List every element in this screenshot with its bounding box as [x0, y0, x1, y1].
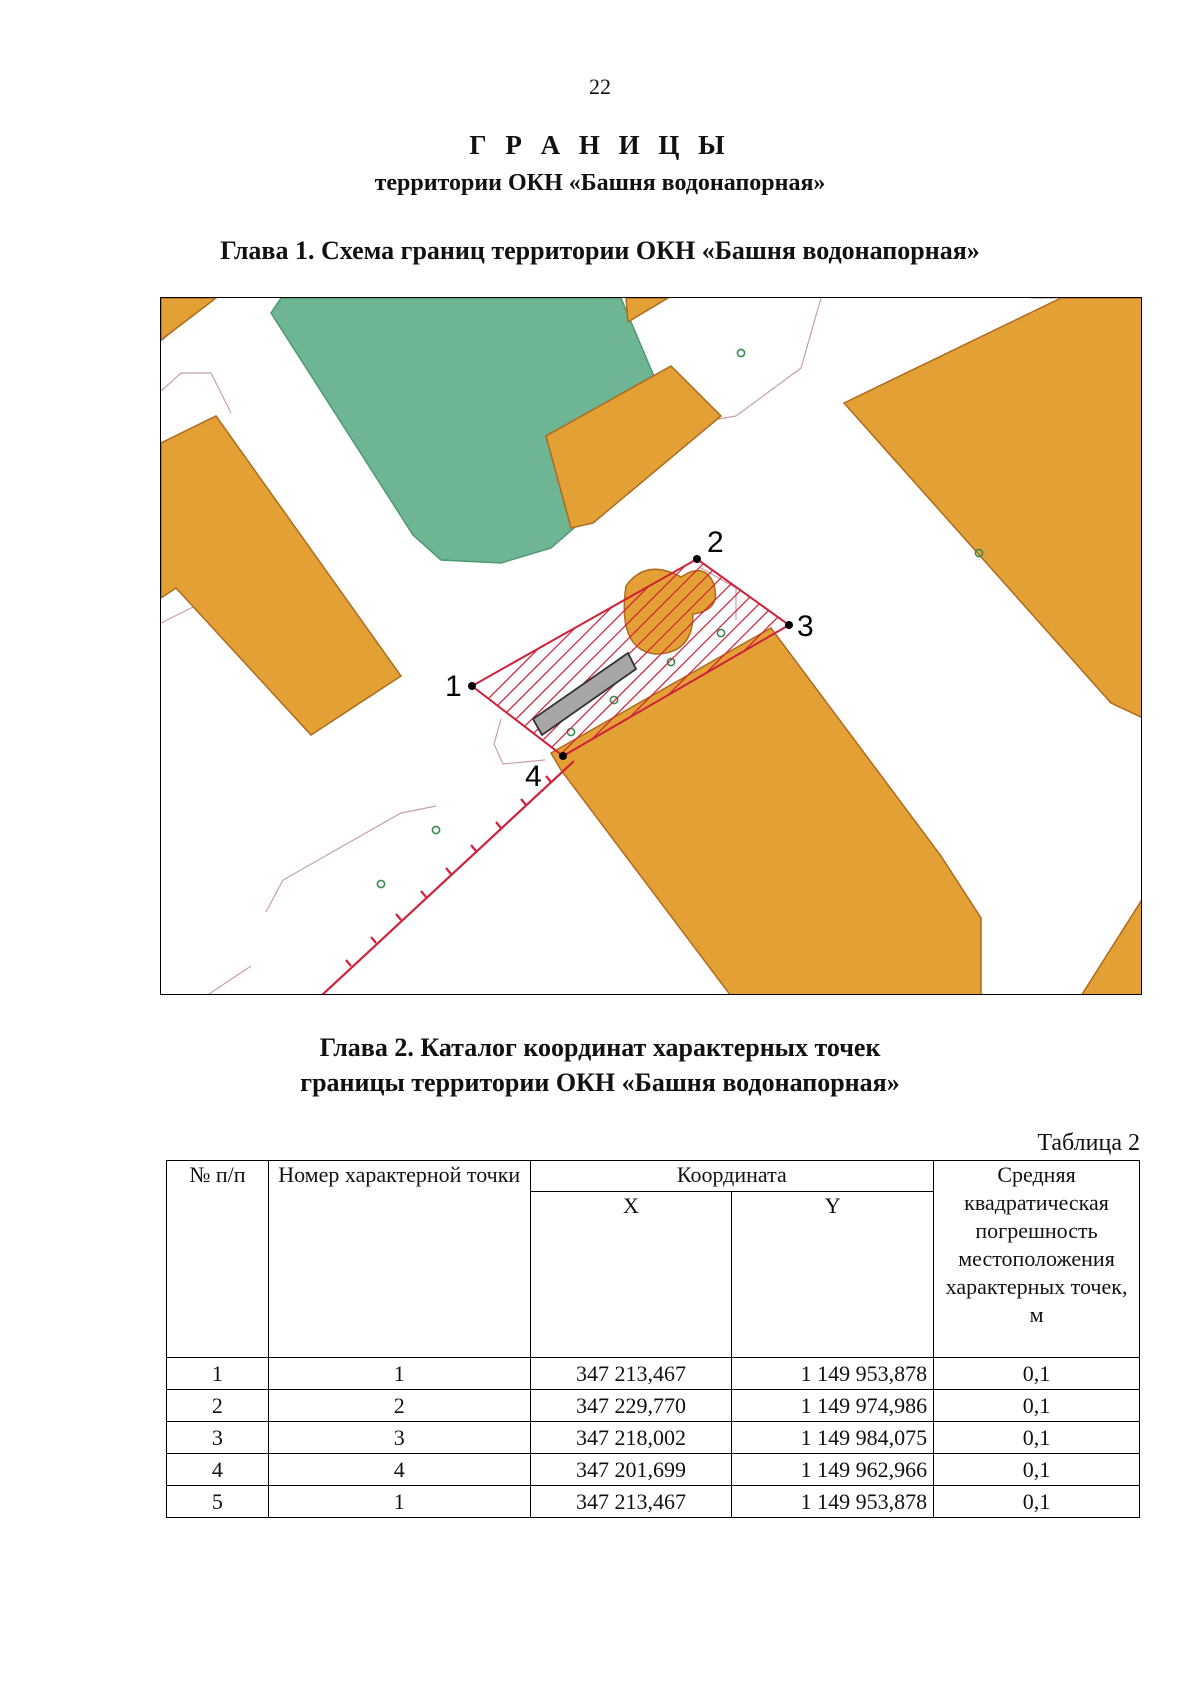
- red-line: [321, 761, 574, 995]
- cell-y: 1 149 984,075: [732, 1422, 934, 1454]
- coordinates-table: [166, 1160, 1140, 1518]
- document-subtitle: территории ОКН «Башня водонапорная»: [374, 170, 826, 196]
- cell-error: 0,1: [934, 1454, 1140, 1486]
- map-canvas: [161, 298, 1142, 995]
- cell-x: 347 218,002: [530, 1422, 732, 1454]
- cell-point: 2: [268, 1390, 530, 1422]
- header-y: Y: [732, 1192, 934, 1358]
- header-point: Номер характерной точки: [268, 1161, 530, 1358]
- table-row: [167, 1454, 1140, 1486]
- header-x: X: [530, 1192, 732, 1358]
- point-label-2: 2: [707, 526, 724, 559]
- buildings: [161, 298, 1142, 995]
- cell-y: 1 149 953,878: [732, 1486, 934, 1518]
- table-row: [167, 1358, 1140, 1390]
- cell-x: 347 213,467: [530, 1486, 732, 1518]
- cell-error: 0,1: [934, 1422, 1140, 1454]
- chapter-2-heading: [0, 1030, 1200, 1100]
- cell-point: 4: [268, 1454, 530, 1486]
- cell-point: 3: [268, 1422, 530, 1454]
- header-num: № п/п: [167, 1161, 269, 1358]
- cell-error: 0,1: [934, 1358, 1140, 1390]
- cell-error: 0,1: [934, 1390, 1140, 1422]
- table-row: [167, 1422, 1140, 1454]
- cell-point: 1: [268, 1358, 530, 1390]
- cell-num: 1: [167, 1358, 269, 1390]
- cell-x: 347 213,467: [530, 1358, 732, 1390]
- header-error: Средняя квадратическая погрешность местоположения характерных точек, м: [934, 1161, 1140, 1358]
- cell-y: 1 149 974,986: [732, 1390, 934, 1422]
- boundary-scheme-map: [160, 297, 1142, 995]
- table-caption: Таблица 2: [1037, 1130, 1140, 1156]
- cell-num: 3: [167, 1422, 269, 1454]
- point-label-3: 3: [797, 610, 814, 643]
- point-label-1: 1: [445, 670, 462, 703]
- table-header-row: [167, 1161, 1140, 1192]
- header-coordinate: Координата: [530, 1161, 934, 1192]
- document-title: Г Р А Н И Ц Ы: [469, 130, 731, 160]
- cell-x: 347 229,770: [530, 1390, 732, 1422]
- chapter-2-line-2: границы территории ОКН «Башня водонапорная»: [300, 1068, 900, 1097]
- cell-num: 4: [167, 1454, 269, 1486]
- table-row: [167, 1390, 1140, 1422]
- cell-y: 1 149 962,966: [732, 1454, 934, 1486]
- page-number: 22: [589, 74, 611, 99]
- cell-num: 2: [167, 1390, 269, 1422]
- cell-x: 347 201,699: [530, 1454, 732, 1486]
- chapter-2-line-1: Глава 2. Каталог координат характерных точек: [319, 1033, 881, 1062]
- table-row: [167, 1486, 1140, 1518]
- chapter-1-heading: Глава 1. Схема границ территории ОКН «Башня водонапорная»: [220, 236, 980, 265]
- cell-num: 5: [167, 1486, 269, 1518]
- cell-point: 1: [268, 1486, 530, 1518]
- point-label-4: 4: [525, 760, 542, 793]
- cell-y: 1 149 953,878: [732, 1358, 934, 1390]
- cell-error: 0,1: [934, 1486, 1140, 1518]
